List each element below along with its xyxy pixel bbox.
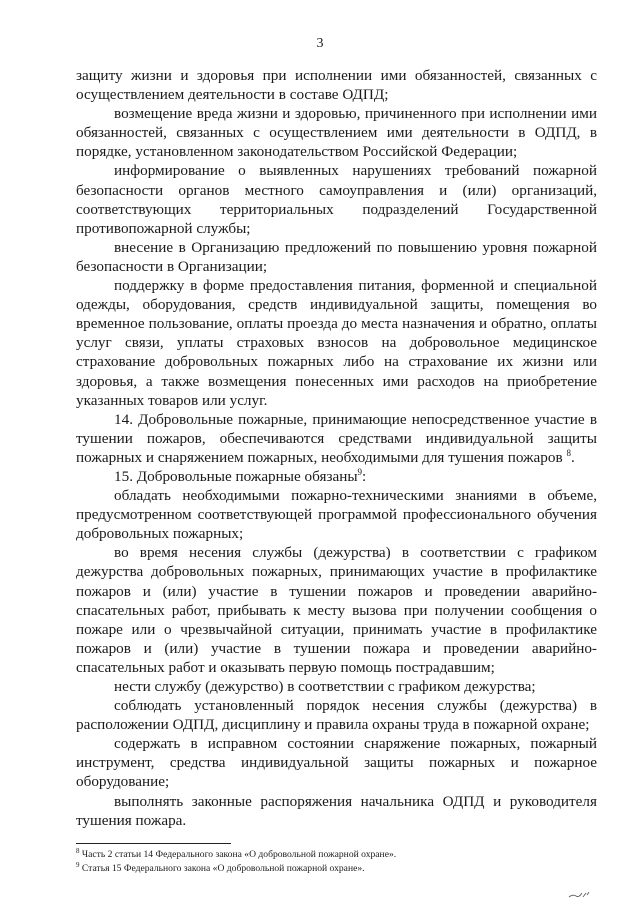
footnote-mark: 9 [76, 860, 80, 869]
paragraph-discipline [76, 696, 597, 734]
paragraph-end-punct: . [570, 448, 575, 466]
paragraph-text: нести службу (дежурство) в соответствии с графиком дежурства; [114, 678, 536, 695]
paragraph-text: обладать необходимыми пожарно-техническими знаниями в объеме, предусмотренном соответствующей программой профессионального обучения добровольных пожарных; [76, 487, 597, 543]
paragraph-text: соблюдать установленный порядок несения службы (дежурства) в расположении ОДПД, дисциплину и правила охраны труда в пожарной охране; [76, 697, 597, 734]
footnote-8 [76, 848, 597, 862]
paragraph-equipment [76, 734, 597, 791]
page-number: 3 [316, 36, 324, 51]
footnote-mark: 8 [76, 846, 80, 855]
footnote-divider [76, 843, 231, 844]
paragraph-support [76, 276, 597, 410]
paragraph-knowledge [76, 486, 597, 543]
footnotes [76, 848, 597, 876]
paragraph-text: 15. Добровольные пожарные обязаны [114, 467, 358, 485]
paragraph-text: содержать в исправном состоянии снаряжение пожарных, пожарный инструмент, средства индивидуальной защиты пожарных и пожарное оборудование; [76, 735, 597, 791]
paragraph-text: защиту жизни и здоровья при исполнении ими обязанностей, связанных с осуществлением деятельности в составе ОДПД; [76, 67, 597, 104]
paragraph-proposals [76, 238, 597, 276]
paragraph-text: во время несения службы (дежурства) в соответствии с графиком дежурства добровольных пожарных, принимающих участие в профилактике пожаров и (или) участие в тушении пожаров и проведении аварийно-спасательных работ, прибывать к месту вызова при получении сообщения о пожаре или о чрезвычайной ситуации, принимать участие в профилактике пожаров и (или) участие в тушении пожара и проведении аварийно-спасательных работ и оказывать первую помощь пострадавшим; [76, 544, 597, 676]
footnote-text: Часть 2 статьи 14 Федерального закона «О добровольной пожарной охране». [81, 849, 397, 860]
paragraph-informing [76, 161, 597, 237]
paragraph-duty-service [76, 543, 597, 677]
document-body [76, 66, 597, 830]
paragraph-text: возмещение вреда жизни и здоровью, причиненного при исполнении ими обязанностей, связанных с осуществлением ими деятельности в ОДПД, в порядке, установленном законодательством Российской Федерации; [76, 105, 597, 161]
paragraph-protection [76, 66, 597, 104]
paragraph-text: выполнять законные распоряжения начальника ОДПД и руководителя тушения пожара. [76, 792, 597, 829]
paragraph-item-15 [76, 467, 597, 486]
footnote-ref-8: 8 [566, 447, 571, 458]
footnote-ref-9: 9 [357, 466, 363, 477]
paragraph-item-14 [76, 410, 597, 467]
paragraph-orders [76, 792, 597, 830]
footnote-text: Статья 15 Федерального закона «О добровольной пожарной охране». [81, 863, 365, 874]
paragraph-end-punct: : [362, 467, 367, 485]
paragraph-compensation [76, 104, 597, 161]
footnote-9 [76, 862, 597, 876]
paragraph-schedule [76, 677, 597, 696]
paragraph-text: внесение в Организацию предложений по повышению уровня пожарной безопасности в Организации; [76, 238, 597, 275]
paragraph-text: 14. Добровольные пожарные, принимающие непосредственное участие в тушении пожаров, обеспечиваются средствами индивидуальной защиты пожарных и снаряжением пожарных, необходимыми для тушения пожаров [76, 410, 597, 466]
paragraph-text: информирование о выявленных нарушениях требований пожарной безопасности органов местного самоуправления и (или) организаций, соответствующих территориальных подразделений Государственной противопожарной службы; [76, 162, 597, 237]
scan-artifact-mark [568, 888, 590, 900]
paragraph-text: поддержку в форме предоставления питания, форменной и специальной одежды, оборудования, средств индивидуальной защиты, помещения во временное пользование, оплаты проезда до места назначения и обратно, оплаты услуг связи, уплаты страховых взносов на добровольное медицинское страхование добровольных пожарных либо на страхование их жизни или здоровья, а также возмещения понесенных ими расходов на приобретение указанных товаров или услуг. [76, 277, 597, 409]
